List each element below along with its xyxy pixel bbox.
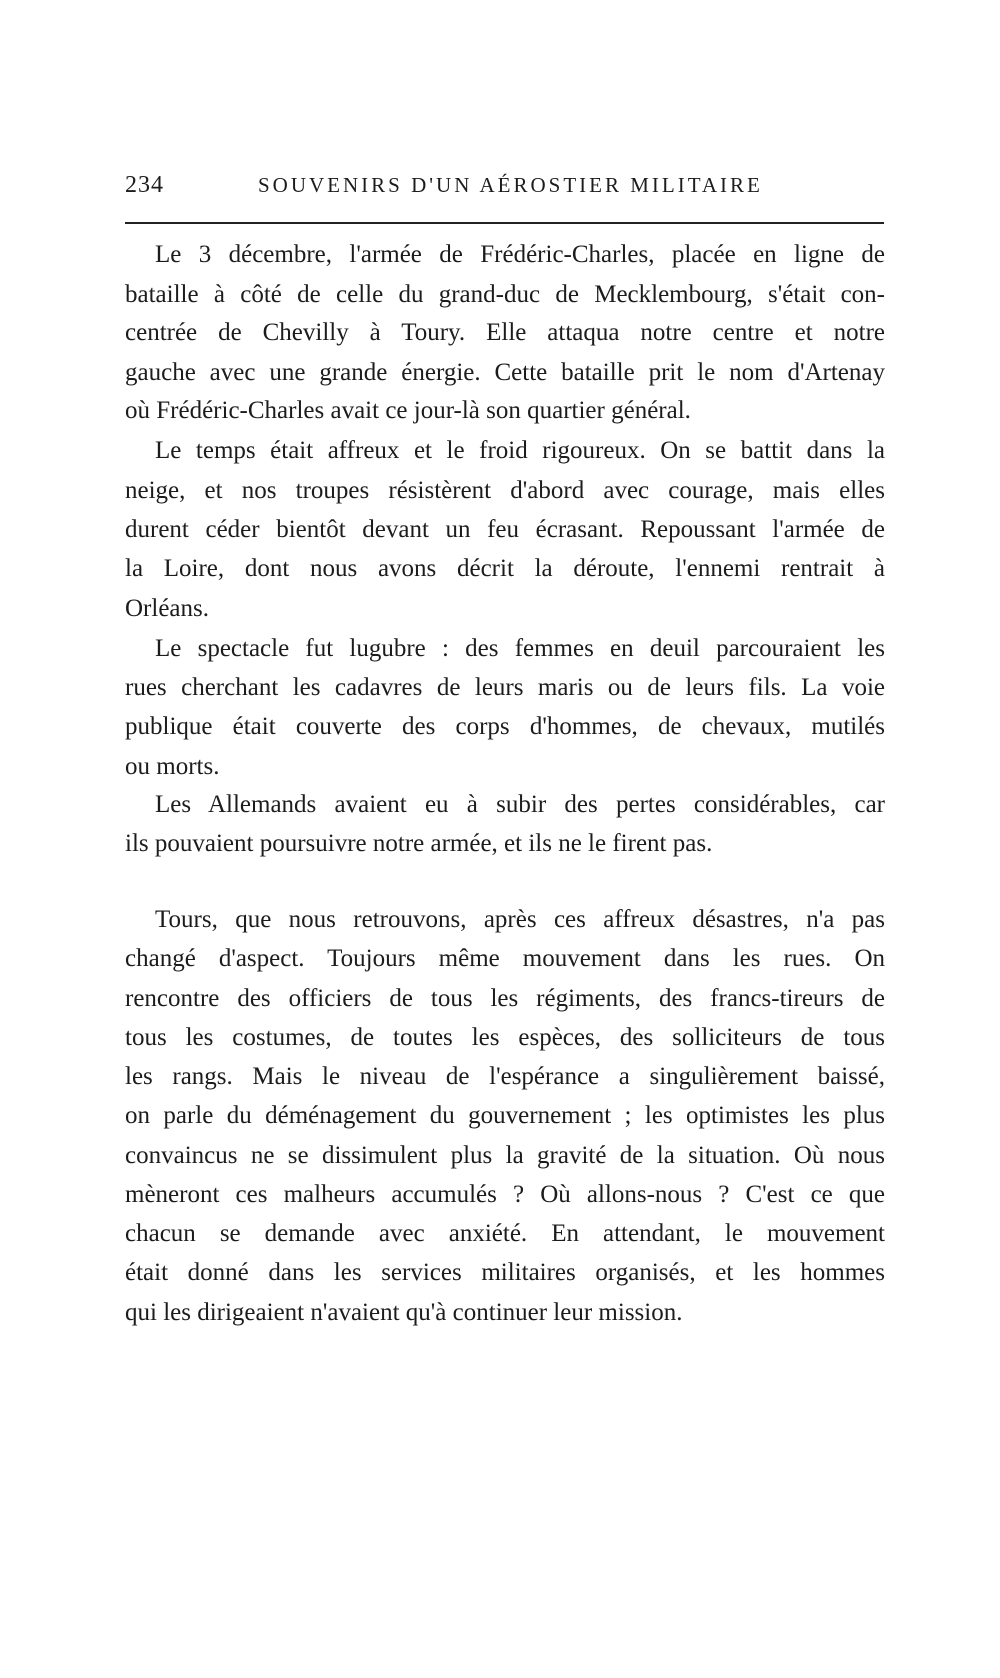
text-line: gauche avec une grande énergie. Cette bataille prit le nom d'Artenay [125, 359, 885, 386]
text-line: ils pouvaient poursuivre notre armée, et ils ne le firent pas. [125, 830, 713, 857]
text-line: durent céder bientôt devant un feu écrasant. Repoussant l'armée de [125, 516, 885, 543]
text-line: changé d'aspect. Toujours même mouvement dans les rues. On [125, 945, 885, 972]
text-line: Les Allemands avaient eu à subir des pertes considérables, car [155, 791, 885, 818]
page-header [125, 172, 885, 212]
header-rule [125, 222, 884, 224]
text-line: on parle du déménagement du gouvernement ; les optimistes les plus [125, 1102, 885, 1129]
text-line: Tours, que nous retrouvons, après ces affreux désastres, n'a pas [155, 906, 885, 933]
text-line: chacun se demande avec anxiété. En attendant, le mouvement [125, 1220, 885, 1247]
text-line: la Loire, dont nous avons décrit la déroute, l'ennemi rentrait à [125, 555, 885, 582]
text-line: Le temps était affreux et le froid rigoureux. On se battit dans la [155, 437, 885, 464]
page-number: 234 [125, 172, 164, 198]
text-line: Le 3 décembre, l'armée de Frédéric-Charles, placée en ligne de [155, 241, 885, 268]
text-line: tous les costumes, de toutes les espèces, des solliciteurs de tous [125, 1024, 885, 1051]
text-line: bataille à côté de celle du grand-duc de Mecklembourg, s'était con- [125, 281, 885, 308]
text-line: était donné dans les services militaires organisés, et les hommes [125, 1259, 885, 1286]
text-line: mèneront ces malheurs accumulés ? Où allons-nous ? C'est ce que [125, 1181, 885, 1208]
text-line: centrée de Chevilly à Toury. Elle attaqua notre centre et notre [125, 319, 885, 346]
text-line: rues cherchant les cadavres de leurs maris ou de leurs fils. La voie [125, 674, 885, 701]
text-line: ou morts. [125, 753, 220, 780]
text-line: convaincus ne se dissimulent plus la gravité de la situation. Où nous [125, 1142, 885, 1169]
text-line: les rangs. Mais le niveau de l'espérance a singulièrement baissé, [125, 1063, 885, 1090]
running-title: SOUVENIRS D'UN AÉROSTIER MILITAIRE [258, 173, 763, 197]
text-line: publique était couverte des corps d'hommes, de chevaux, mutilés [125, 713, 885, 740]
text-line: Le spectacle fut lugubre : des femmes en deuil parcouraient les [155, 635, 885, 662]
text-line: Orléans. [125, 595, 209, 622]
text-line: neige, et nos troupes résistèrent d'abord avec courage, mais elles [125, 477, 885, 504]
text-line: qui les dirigeaient n'avaient qu'à continuer leur mission. [125, 1299, 683, 1326]
text-line: rencontre des officiers de tous les régiments, des francs-tireurs de [125, 985, 885, 1012]
text-line: où Frédéric-Charles avait ce jour-là son quartier général. [125, 397, 691, 424]
